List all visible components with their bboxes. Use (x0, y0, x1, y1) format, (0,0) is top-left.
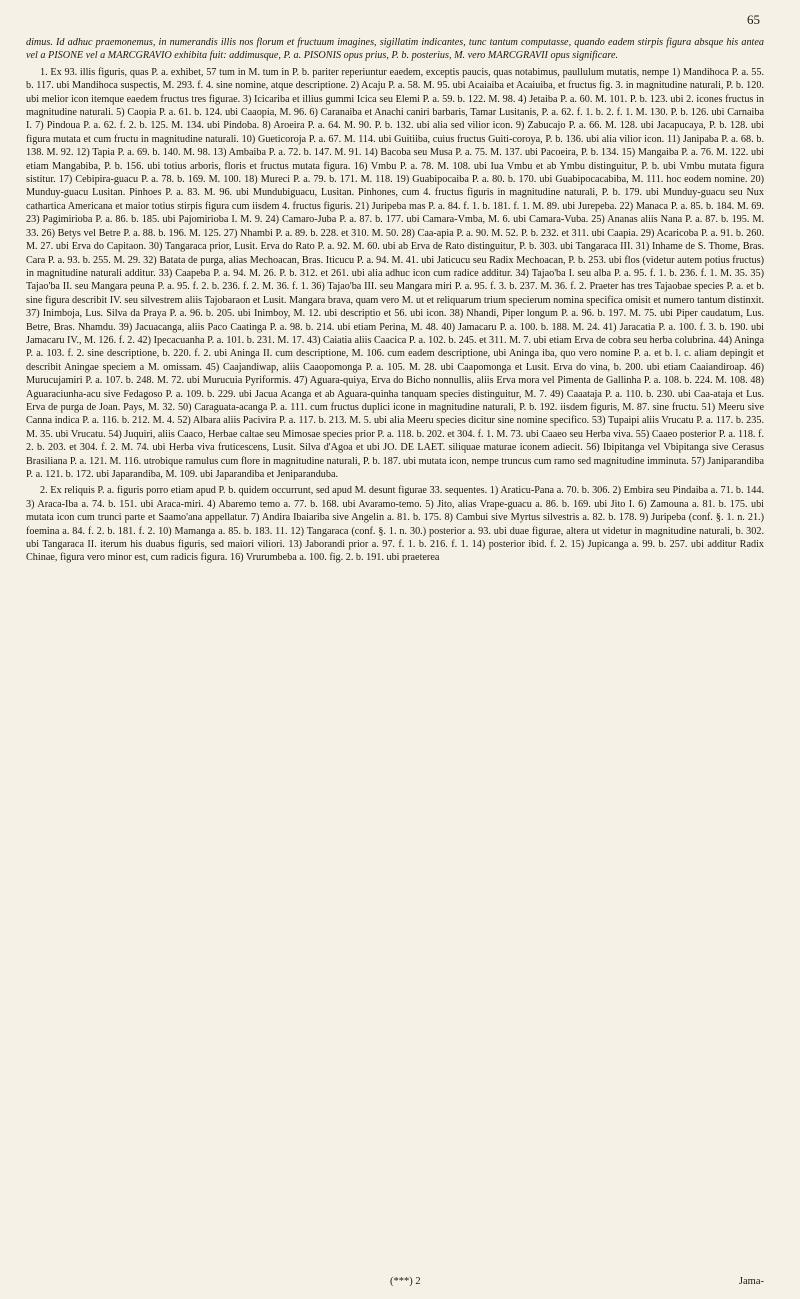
section-1-paragraph: 1. Ex 93. illis figuris, quas P. a. exhibet, 57 tum in M. tum in P. b. pariter reperiuntur eaedem, exceptis paucis, quas notabimus, paullulum mutatis, nempe 1) Mandihoca P. a. 55. b. 117. ubi Mandihoca suspectis, M. 293. f. 4. sine nomine, atque descriptione. 2) Acaju P. a. 58. M. 95. ubi Acaiaiba et Acaiuiba, et fructus fig. 3. in magnitudine naturali, P. b. 120. ubi melior icon itemque eaedem fructus tres figurae. 3) Icicariba et illius gummi Icica seu Elemi P. a. 59. b. 122. M. 98. 4) Jetaiba P. a. 60. M. 101. P. b. 123. ubi 2. icones fructus in magnitudine naturali. 5) Caopia P. a. 61. b. 124. ubi Caaopia, M. 96. 6) Caranaiba et Anachi caniri barbaris, Tamar Lusitanis, P. a. 62. f. 1. b. 2. f. 1. M. 130. P. b. 126. ubi Carnaiba I. 7) Pindoua P. a. 62. f. 2. b. 125. M. 134. ubi Pindoba. 8) Aroeira P. a. 64. M. 90. P. b. 132. ubi alia sed vilior icon. 9) Zabucajo P. a. 66. M. 128. ubi Jacapucaya, P. b. 128. ubi figura mutata et cum fructu in magnitudine naturali. 10) Gueticoroja P. a. 67. M. 114. ubi Guitiiba, cuius fructus Guiti-coroya, P. b. 136. ubi alia vilior icon. 11) Janipaba P. a. 68. b. 138. M. 92. 12) Tapia P. a. 69. b. 140. M. 98. 13) Ambaiba P. a. 72. b. 147. M. 91. 14) Bacoba seu Musa P. a. 75. M. 137. ubi Pacoeira, P. b. 134. 15) Mangaiba P. a. 76. M. 122. ubi etiam Mangabiba, P. b. 156. ubi totius arboris, floris et fructus mutata figura. 16) Vmbu P. a. 78. M. 108. ubi Iua Vmbu et ab Ymbu distinguitur, P. b. ubi Vmbu mutata figura sistitur. 17) Cebipira-guacu P. a. 78. b. 169. M. 100. 18) Mureci P. a. 79. b. 171. M. 118. 19) Guabipocaiba P. a. 80. b. 170. ubi Guabipocacabiba, M. 111. hoc eodem nomine. 20) Munduy-guacu Lusitan. Pinhoes P. a. 83. M. 96. ubi Mundubiguacu, Lusitan. Pinhones, cum 4. fructus figuris in magnitudine naturali, P. b. 179. ubi Munduy-guacu seu Nux cathartica Americana et maior totius stirpis figura cum iisdem 4. fructus figuris. 21) Juripeba mas P. a. 84. f. 1. b. 181. f. 1. M. 89. ubi Jurepeba. 22) Manaca P. a. 85. b. 184. M. 69. 23) Pagimirioba P. a. 86. b. 185. ubi Pajomirioba I. M. 9. 24) Camaro-Juba P. a. 87. b. 177. ubi Camara-Vmba, M. 6. ubi Camara-Vuba. 25) Ananas aliis Nana P. a. 87. b. 195. M. 33. 26) Betys vel Betre P. a. 88. b. 196. M. 125. 27) Nhambi P. a. 89. b. 228. et 310. M. 50. 28) Caa-apia P. a. 90. M. 52. P. b. 232. et 311. ubi Caapia. 29) Acaricoba P. a. 91. b. 260. M. 27. ubi Erva do Capitaon. 30) Tangaraca prior, Lusit. Erva do Rato P. a. 92. M. 60. ubi ab Erva de Rato distinguitur, P. b. 303. ubi Tangaraca III. 31) Inhame de S. Thome, Bras. Cara P. a. 93. b. 255. M. 29. 32) Batata de purga, alias Mechoacan, Bras. Iticucu P. a. 94. M. 41. ubi Jaticucu seu Radix Mechoacan, P. b. 253. ubi flos (videtur autem potius fructus) in magnitudine naturali additur. 33) Caapeba P. a. 94. M. 26. P. b. 312. et 261. ubi alia adhuc icon cum radice additur. 34) Tajao'ba I. seu alba P. a. 95. f. 1. b. 236. f. 1. M. 35. 35) Tajao'ba II. seu Mangara peuna P. a. 95. f. 2. b. 236. f. 2. M. 36. f. 1. 36) Tajao'ba III. seu Mangara miri P. a. 95. f. 3. b. 237. M. 36. f. 2. Praeter has tres Tajaobae species P. a. et b. sine figura describit IV. seu silvestrem aliis Tajobaraon et Lusit. Mangara brava, quam vero M. ut et reliquarum trium specierum nomina specifica omisit et numero tantum distinxit. 37) Inimboja, Lus. Silva da Praya P. a. 96. b. 205. ubi Inimboy, M. 12. ubi descriptio et 56. ubi icon. 38) Nhandi, Piper longum P. a. 96. b. 197. M. 75. ubi Piper caudatum, Lus. Betre, Bras. Nhamdu. 39) Jacuacanga, aliis Paco Caatinga P. a. 98. b. 214. ubi etiam Perina, M. 48. 40) Jamacaru P. a. 100. b. 188. M. 24. 41) Jaracatia P. a. 100. f. 3. b. 190. ubi Jamacaru IV., M. 126. f. 2. 42) Ipecacuanha P. a. 101. b. 231. M. 17. 43) Caiatia aliis Caacica P. a. 102. b. 245. et 311. M. 7. ubi etiam Erva de cobra seu herba colubrina. 44) Aninga P. a. 103. f. 2. sine descriptione, b. 220. f. 2. ubi Aninga II. cum descriptione, M. 106. cum eadem descriptione, ubi Aninga iba, quo vero nomine P. a. et b. l. c. aliam depingit et describit Aningae speciem a M. omissam. 45) Caajandiwap, aliis Caaopomonga P. a. 105. M. 28. ubi Caapomonga et Lusit. Erva do vina, b. 200. ubi etiam Caaiandiroap. 46) Murucujamiri P. a. 107. b. 248. M. 72. ubi Murucuia Pyriformis. 47) Aguara-quiya, Erva do Bicho nonnullis, aliis Erva mora vel Pimenta de Gallinha P. a. 108. b. 224. M. 108. 48) Aguaraciunha-acu sive Fedagoso P. a. 109. b. 229. ubi Jacua Acanga et ab Aguara-quinha tanquam species distinguitur, M. 7. 49) Caaataja P. a. 110. b. 230. ubi Caa-ataja et Lus. Erva de purga de Joan. Pays, M. 32. 50) Caraguata-acanga P. a. 111. cum fructus duplici icone in magnitudine naturali, P. b. 192. iisdem figuris, M. 87. sine fructu. 51) Meeru sive Canna indica P. a. 116. b. 212. M. 4. 52) Albara aliis Pacivira P. a. 117. b. 213. M. 5. ubi alia Meeru species dicitur sine nomine specifico. 53) Tupaipi aliis Vrucatu P. a. 117. b. 235. M. 35. ubi Vrucatu. 54) Juquiri, aliis Caaco, Herbae caltae seu Mimosae species prior P. a. 118. b. 202. et 304. f. 1. M. 73. ubi Caaeo seu Herba viva. 55) Caaeo posterior P. a. 118. f. 2. b. 203. et 304. f. 2. M. 74. ubi Herba viva fruticescens, Lusit. Silva d'Agoa et ubi JO. DE LAET. siliquae maturae iconem adiecit. 56) Ibipitanga vel Vbipitanga sive Cerasus Brasiliana P. a. 121. M. 116. utrobique ramulus cum flore in magnitudine naturali, P. b. 187. ubi mutata icon, nempe truncus cum ramo sed magnitudine imminuta. 57) Janiparandiba P. a. 121. b. 172. ubi Japarandiba, M. 109. ubi Japarandiba et Jeniparanduba. (26, 66, 764, 480)
body-text (26, 36, 764, 565)
intro-paragraph: dimus. Id adhuc praemonemus, in numerandis illis nos florum et fructuum imagines, sigillatim indicantes, tunc tantum computasse, quando eadem stirpis figura absque his antea vel a PISONE vel a MARCGRAVIO exhibita fuit: addimusque, P. a. PISONIS opus prius, P. b. posterius, M. vero MARCGRAVII opus significare. (26, 37, 764, 62)
section-2-paragraph: 2. Ex reliquis P. a. figuris porro etiam apud P. b. quidem occurrunt, sed apud M. desunt figurae 33. sequentes. 1) Araticu-Pana a. 70. b. 306. 2) Embira seu Pindaiba a. 71. b. 144. 3) Araca-Iba a. 74. b. 151. ubi Araca-miri. 4) Abaremo temo a. 77. b. 168. ubi Avaramo-temo. 5) Jito, alias Vrape-guacu a. 86. b. 169. ubi Jito I. 6) Zamouna a. 81. b. 175. ubi mutata icon cum trunci parte et Saamo'ana appellatur. 7) Andira Ibaiariba sive Angelin a. 81. b. 175. 8) Cambui sive Myrtus silvestris a. 82. b. 178. 9) Juripeba (conf. §. 1. n. 21.) foemina a. 84. f. 2. b. 181. f. 2. 10) Mamanga a. 85. b. 183. 11. 12) Tangaraca (conf. §. 1. n. 30.) posterior a. 93. ubi duae figurae, altera ut videtur in magnitudine naturali, b. 302. ubi Tangaraca II. iterum his duabus figuris, sed maiori viliori. 13) Jaborandi prior a. 97. f. 1. b. 216. f. 1. 14) posterior ibid. f. 2. 15) Jupicanga a. 99. b. 257. ubi additur Radix Chinae, figura vero minor est, cum radicis figura. 16) Vrurumbeba a. 100. fig. 2. b. 191. ubi praeterea (26, 485, 764, 564)
signature-mark: (***) 2 (390, 1276, 421, 1287)
catchword: Jama- (738, 1276, 764, 1287)
page-number: 65 (747, 12, 760, 27)
